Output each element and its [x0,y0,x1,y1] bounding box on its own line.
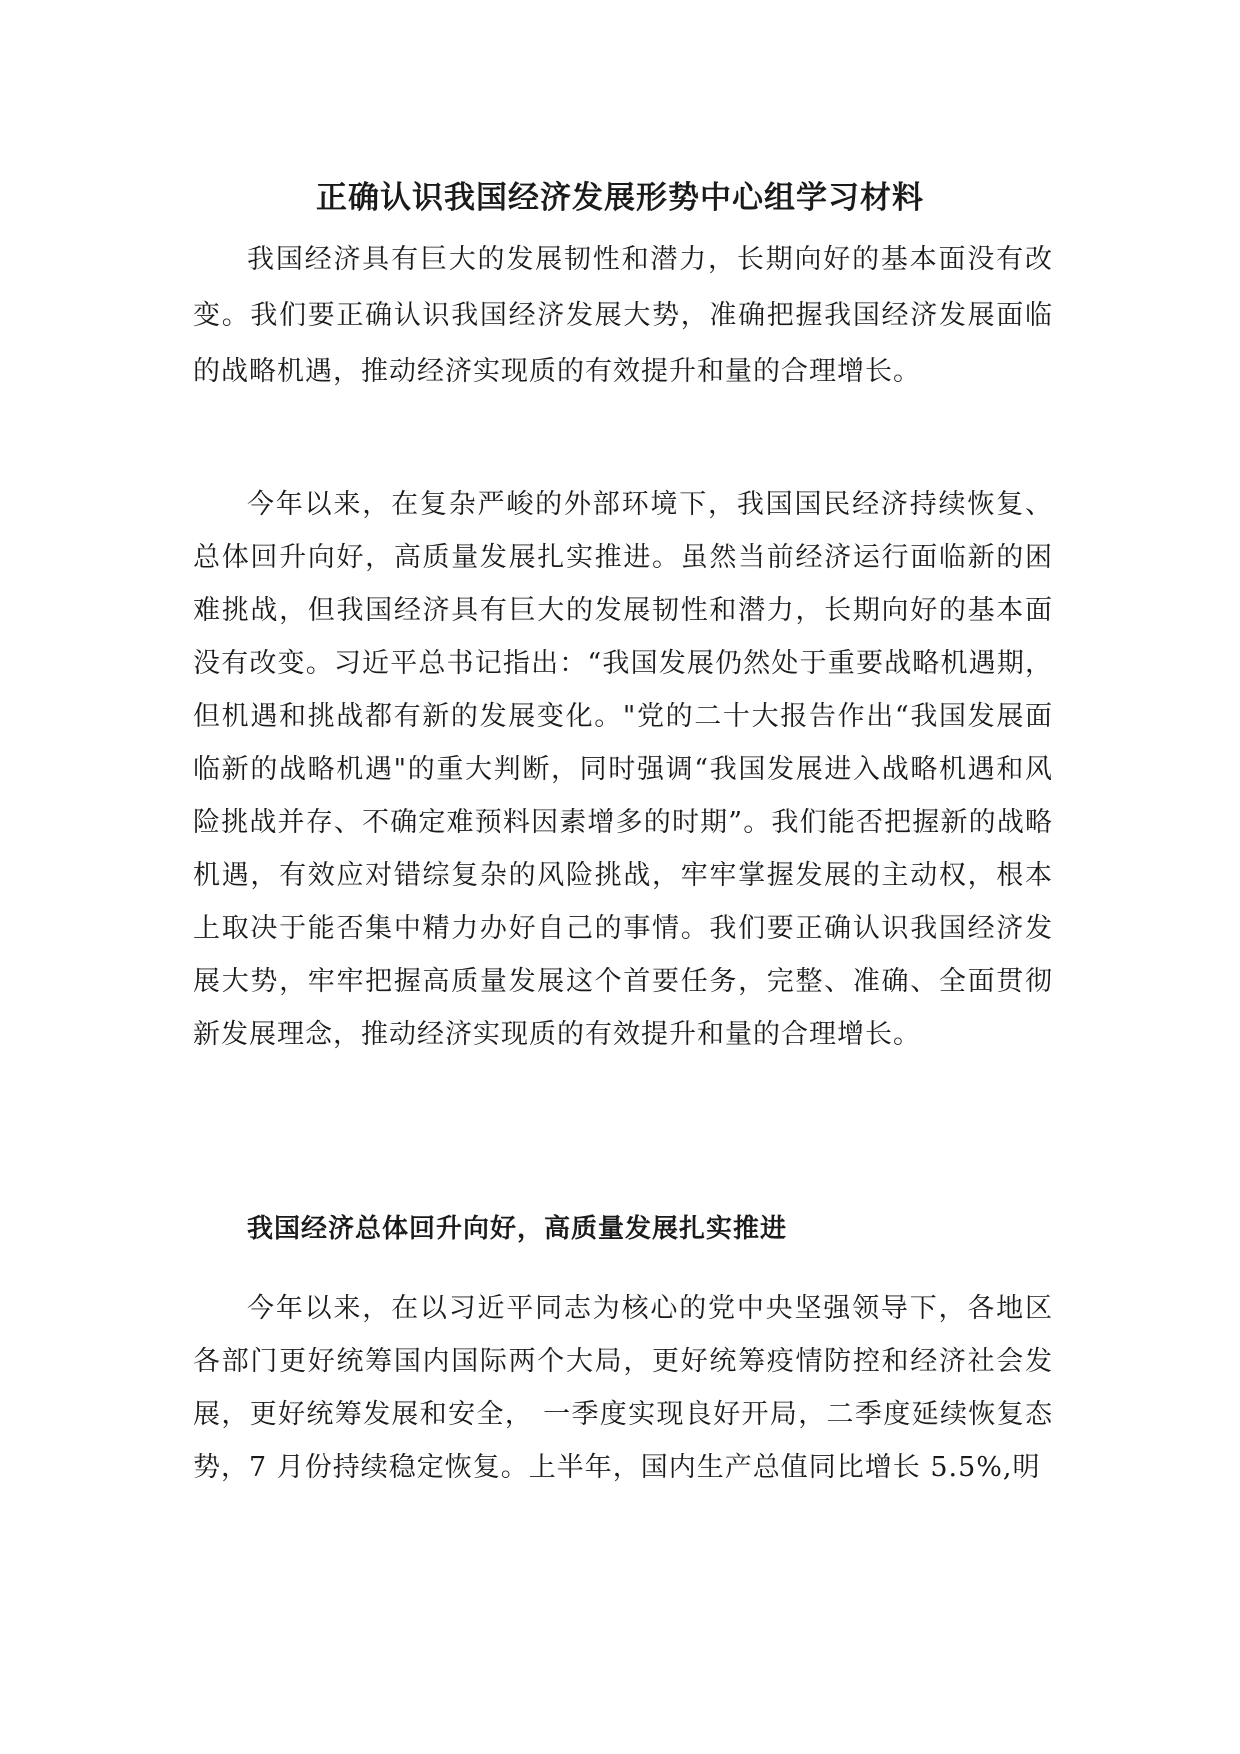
intro-paragraph: 我国经济具有巨大的发展韧性和潜力，长期向好的基本面没有改变。我们要正确认识我国经济发展大势，准确把握我国经济发展面临的战略机遇，推动经济实现质的有效提升和量的合理增长。 [193,244,1053,387]
section-paragraph: 今年以来，在以习近平同志为核心的党中央坚强领导下，各地区各部门更好统筹国内国际两个大局，更好统筹疫情防控和经济社会发展，更好统筹发展和安全， 一季度实现良好开局，二季度延续恢复态势，7 月份持续稳定恢复。上半年，国内生产总值同比增长 5.5%,明 [193,1293,1053,1483]
body-paragraph: 今年以来，在复杂严峻的外部环境下，我国国民经济持续恢复、总体回升向好，高质量发展扎实推进。虽然当前经济运行面临新的困难挑战，但我国经济具有巨大的发展韧性和潜力，长期向好的基本面没有改变。习近平总书记指出：“我国发展仍然处于重要战略机遇期，但机遇和挑战都有新的发展变化。"党的二十大报告作出“我国发展面临新的战略机遇"的重大判断，同时强调“我国发展进入战略机遇和风险挑战并存、不确定难预料因素增多的时期”。我们能否把握新的战略机遇，有效应对错综复杂的风险挑战，牢牢掌握发展的主动权，根本上取决于能否集中精力办好自己的事情。我们要正确认识我国经济发展大势，牢牢把握高质量发展这个首要任务，完整、准确、全面贯彻新发展理念，推动经济实现质的有效提升和量的合理增长。 [193,489,1053,1050]
document-title: 正确认识我国经济发展形势中心组学习材料 [316,180,924,216]
section-heading: 我国经济总体回升向好，高质量发展扎实推进 [247,1214,788,1244]
